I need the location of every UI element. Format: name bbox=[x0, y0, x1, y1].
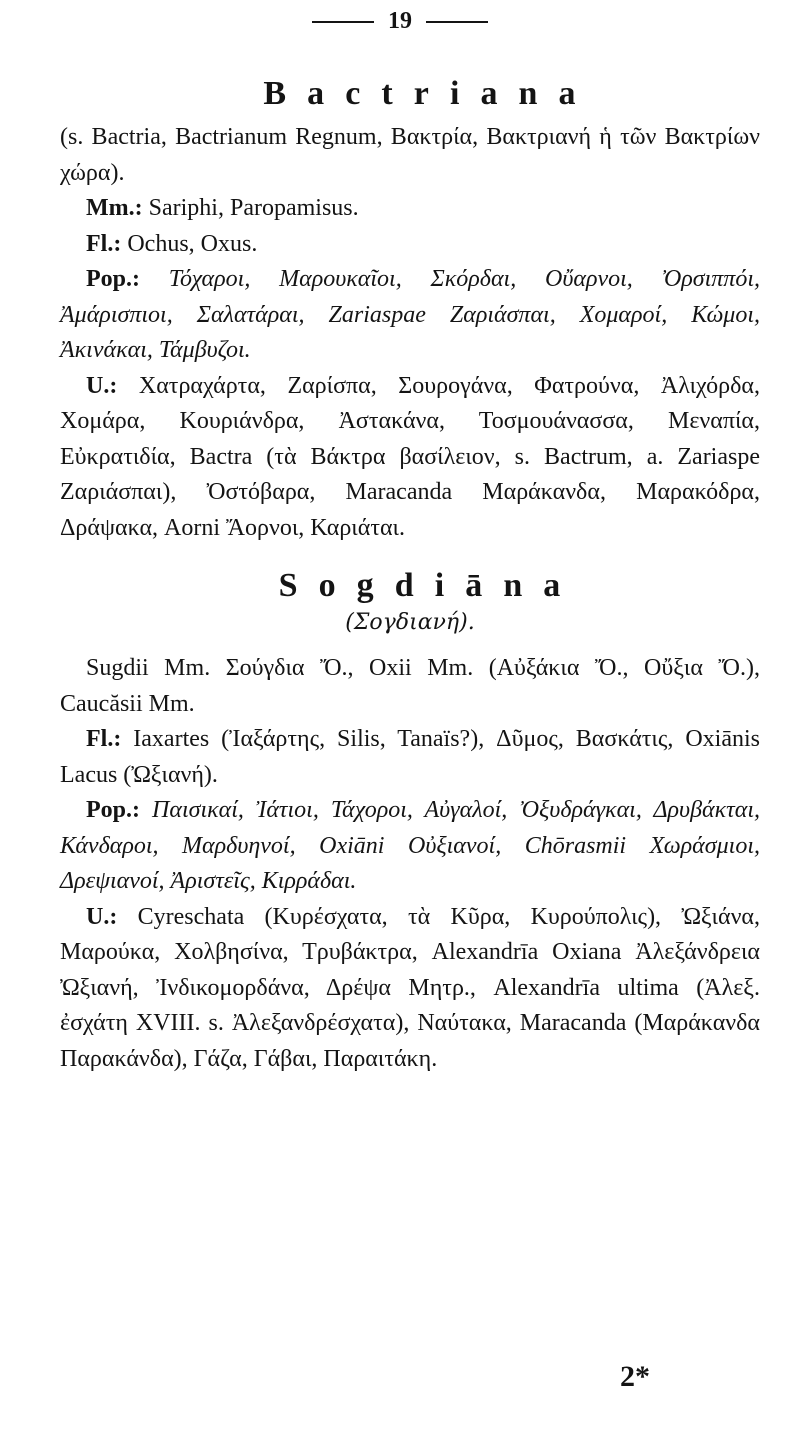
bactriana-intro bbox=[60, 120, 760, 191]
sogdiana-cities-text: Cyreschata (Κυρέσχατα, τὰ Κῦρα, Κυρούπολις), Ὠξιάνα, Μαρούκα, Χολβησίνα, Τρυβάκτρα, Alexandrīa Oxiana Ἀλεξάνδρεια Ὠξιανή, Ἰνδικομορδάνα, Δρέψα Μητρ., Alexandrīa ultima (Ἀλεξ. ἐσχάτη XVIII. s. Ἀλεξανδρέσχατα), Ναύτακα, Maracanda (Μαράκανδα Παρακάνδα), Γάζα, Γάβαι, Παραιτάκη. bbox=[60, 903, 761, 1072]
sogdiana-subtitle: (Σογδιανή). bbox=[345, 610, 475, 635]
cities-label: U.: bbox=[86, 372, 118, 399]
page-content bbox=[60, 72, 760, 1077]
section-title-sogdiana: Sogdiāna bbox=[278, 567, 582, 604]
sogdiana-peoples-label: Pop.: bbox=[86, 797, 140, 823]
mountains-text: Sariphi, Paropamisus. bbox=[148, 195, 359, 221]
page-number: 19 bbox=[388, 8, 412, 34]
signature-mark: 2* bbox=[620, 1360, 650, 1393]
sogdiana-mountains-text: Sugdii Mm. Σούγδια Ὄ., Oxii Mm. (Αὐξάκια Ὄ., Οὔξια Ὄ.), Caucăsii Mm. bbox=[60, 655, 760, 717]
sogdiana-peoples-text: Παισικαί, Ἰάτιοι, Τάχοροι, Αὐγαλοί, Ὀξυδράγκαι, Δρυβάκται, Κάνδαροι, Μαρδυηνοί, Oxiāni Οὐξιανοί, Chōrasmii Χωράσμιοι, Δρεψιανοί, Ἀριστεῖς, Κιρράδαι. bbox=[60, 797, 760, 894]
bactriana-rivers bbox=[60, 227, 760, 263]
bactriana-intro-text: (s. Bactria, Bactrianum Regnum, Βακτρία, Βακτριανή ἡ τῶν Βακτρίων χώρα). bbox=[60, 124, 760, 186]
page-header bbox=[0, 8, 800, 35]
peoples-text: Τόχαροι, Μαρουκαῖοι, Σκόρδαι, Οὔαρνοι, Ὀρσιππόι, Ἀμάρισπιοι, Σαλατάραι, Zariaspae Ζαριάσπαι, Χομαροί, Κώμοι, Ἀκινάκαι, Τάμβυζοι. bbox=[60, 266, 760, 363]
cities-text: Χατραχάρτα, Ζαρίσπα, Σουρογάνα, Φατρούνα, Ἀλιχόρδα, Χομάρα, Κουριάνδρα, Ἀστακάνα, Τοσμουάνασσα, Μεναπία, Εὐκρατιδία, Bactra (τὰ Βάκτρα βασίλειον, s. Bactrum, a. Zariaspe Ζαριάσπαι), Ὀστόβαρα, Maracanda Μαράκανδα, Μαρακόδρα, Δράψακα, Aorni Ἄορνοι, Καριάται. bbox=[60, 372, 761, 541]
bactriana-mountains bbox=[60, 191, 760, 227]
rivers-text: Ochus, Oxus. bbox=[127, 230, 258, 257]
mountains-label: Mm.: bbox=[86, 195, 143, 221]
header-rule-right bbox=[426, 21, 488, 23]
peoples-label: Pop.: bbox=[86, 266, 140, 292]
sogdiana-rivers bbox=[60, 722, 760, 793]
sogdiana-rivers-text: Iaxartes (Ἰαξάρτης, Silis, Tanaïs?), Δῦμος, Βασκάτις, Oxiānis Lacus (Ὠξιανή). bbox=[60, 726, 760, 788]
sogdiana-rivers-label: Fl.: bbox=[86, 726, 122, 752]
header-rule-left bbox=[312, 21, 374, 23]
sogdiana-cities-label: U.: bbox=[86, 903, 118, 930]
bactriana-cities bbox=[60, 369, 760, 547]
section-title-bactriana: Bactriana bbox=[263, 75, 597, 112]
sogdiana-peoples bbox=[60, 793, 760, 900]
bactriana-peoples bbox=[60, 262, 760, 369]
sogdiana-cities bbox=[60, 900, 760, 1078]
rivers-label: Fl.: bbox=[86, 230, 122, 257]
section-gap bbox=[60, 546, 760, 564]
sogdiana-mountains bbox=[60, 651, 760, 722]
